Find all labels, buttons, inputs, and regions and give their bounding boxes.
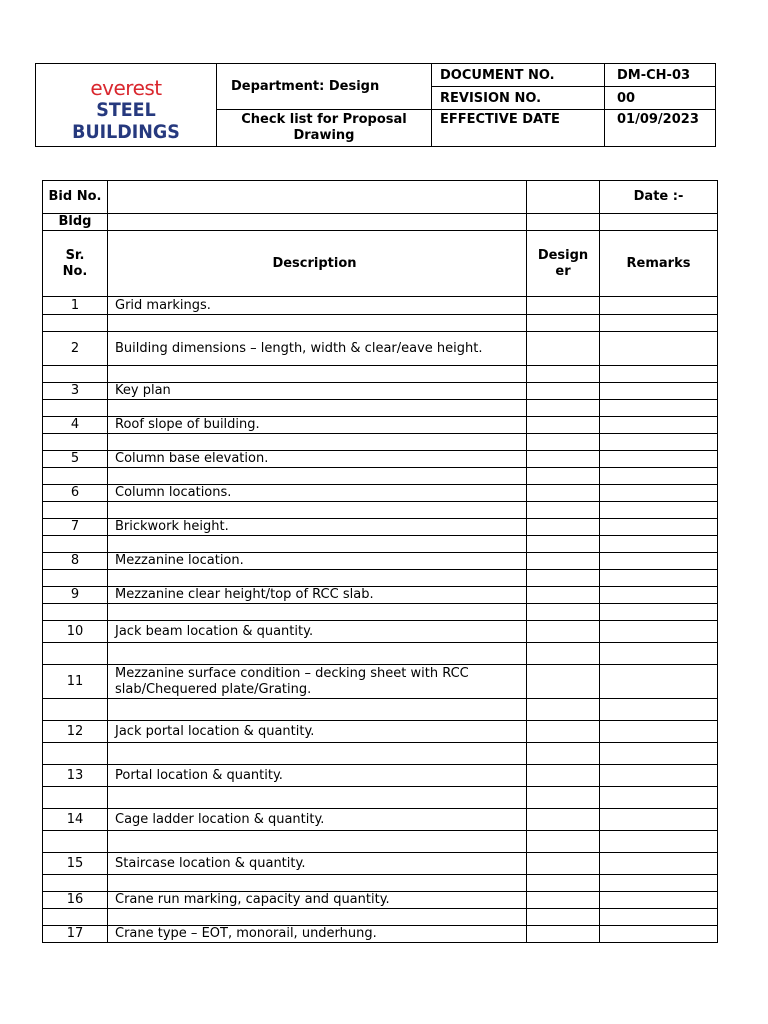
item-description: Portal location & quantity. <box>108 765 527 787</box>
remarks-cell[interactable] <box>600 853 718 875</box>
effective-date-label: EFFECTIVE DATE <box>432 110 605 147</box>
bid-no-value[interactable] <box>108 181 527 214</box>
spacer-row <box>43 468 718 485</box>
remarks-cell[interactable] <box>600 417 718 434</box>
document-no-value: DM-CH-03 <box>605 64 716 87</box>
company-logo <box>36 64 217 147</box>
spacer-row <box>43 366 718 383</box>
item-description: Crane type – EOT, monorail, underhung. <box>108 926 527 943</box>
item-description: Mezzanine surface condition – decking sheet with RCC slab/Chequered plate/Grating. <box>108 665 527 699</box>
item-number: 4 <box>43 417 108 434</box>
item-number: 3 <box>43 383 108 400</box>
department: Department: Design <box>217 64 432 110</box>
logo-name: STEEL BUILDINGS <box>72 99 180 143</box>
designer-check-cell[interactable] <box>527 417 600 434</box>
checklist-row <box>43 451 718 468</box>
designer-check-cell[interactable] <box>527 519 600 536</box>
col-header-sr: Sr. No. <box>43 231 108 297</box>
checklist-row <box>43 332 718 366</box>
designer-check-cell[interactable] <box>527 621 600 643</box>
item-number: 7 <box>43 519 108 536</box>
designer-check-cell[interactable] <box>527 853 600 875</box>
designer-check-cell[interactable] <box>527 587 600 604</box>
document-title: Check list for Proposal Drawing <box>217 110 432 147</box>
col-header-designer: Design er <box>527 231 600 297</box>
item-description: Cage ladder location & quantity. <box>108 809 527 831</box>
spacer-row <box>43 831 718 853</box>
effective-date-value: 01/09/2023 <box>605 110 716 147</box>
item-description: Building dimensions – length, width & clear/eave height. <box>108 332 527 366</box>
item-number: 17 <box>43 926 108 943</box>
checklist-row <box>43 926 718 943</box>
item-number: 10 <box>43 621 108 643</box>
item-number: 2 <box>43 332 108 366</box>
spacer-row <box>43 502 718 519</box>
checklist-row <box>43 587 718 604</box>
item-number: 16 <box>43 892 108 909</box>
designer-check-cell[interactable] <box>527 297 600 315</box>
remarks-cell[interactable] <box>600 297 718 315</box>
spacer-row <box>43 400 718 417</box>
item-description: Staircase location & quantity. <box>108 853 527 875</box>
item-description: Brickwork height. <box>108 519 527 536</box>
remarks-cell[interactable] <box>600 383 718 400</box>
designer-check-cell[interactable] <box>527 485 600 502</box>
col-header-description: Description <box>108 231 527 297</box>
item-number: 5 <box>43 451 108 468</box>
item-description: Jack beam location & quantity. <box>108 621 527 643</box>
col-header-remarks: Remarks <box>600 231 718 297</box>
logo-brand: everest <box>90 76 162 100</box>
item-number: 13 <box>43 765 108 787</box>
checklist-row <box>43 297 718 315</box>
item-number: 14 <box>43 809 108 831</box>
spacer-row <box>43 743 718 765</box>
item-number: 11 <box>43 665 108 699</box>
item-description: Grid markings. <box>108 297 527 315</box>
remarks-cell[interactable] <box>600 809 718 831</box>
bldg-value[interactable] <box>108 214 527 231</box>
item-description: Column base elevation. <box>108 451 527 468</box>
checklist-row <box>43 665 718 699</box>
item-description: Mezzanine location. <box>108 553 527 570</box>
item-description: Mezzanine clear height/top of RCC slab. <box>108 587 527 604</box>
remarks-cell[interactable] <box>600 451 718 468</box>
designer-check-cell[interactable] <box>527 721 600 743</box>
remarks-cell[interactable] <box>600 519 718 536</box>
checklist-table <box>42 180 718 943</box>
remarks-cell[interactable] <box>600 926 718 943</box>
item-number: 8 <box>43 553 108 570</box>
checklist-row <box>43 765 718 787</box>
remarks-cell[interactable] <box>600 332 718 366</box>
checklist-row <box>43 485 718 502</box>
date-label: Date :- <box>600 181 718 214</box>
spacer-row <box>43 875 718 892</box>
remarks-cell[interactable] <box>600 665 718 699</box>
spacer-row <box>43 315 718 332</box>
checklist-row <box>43 809 718 831</box>
item-number: 9 <box>43 587 108 604</box>
revision-no-label: REVISION NO. <box>432 87 605 110</box>
spacer-row <box>43 643 718 665</box>
checklist-row <box>43 853 718 875</box>
spacer-row <box>43 787 718 809</box>
spacer-row <box>43 536 718 553</box>
item-description: Jack portal location & quantity. <box>108 721 527 743</box>
item-description: Roof slope of building. <box>108 417 527 434</box>
designer-check-cell[interactable] <box>527 383 600 400</box>
designer-check-cell[interactable] <box>527 332 600 366</box>
checklist-row <box>43 383 718 400</box>
remarks-cell[interactable] <box>600 587 718 604</box>
designer-check-cell[interactable] <box>527 451 600 468</box>
spacer-row <box>43 570 718 587</box>
item-number: 15 <box>43 853 108 875</box>
item-number: 6 <box>43 485 108 502</box>
checklist-row <box>43 519 718 536</box>
bldg-label: Bldg <box>43 214 108 231</box>
item-description: Key plan <box>108 383 527 400</box>
checklist-row <box>43 721 718 743</box>
designer-check-cell[interactable] <box>527 553 600 570</box>
checklist-row <box>43 417 718 434</box>
checklist-row <box>43 553 718 570</box>
designer-check-cell[interactable] <box>527 892 600 909</box>
spacer-row <box>43 699 718 721</box>
item-description: Column locations. <box>108 485 527 502</box>
item-number: 12 <box>43 721 108 743</box>
remarks-cell[interactable] <box>600 553 718 570</box>
spacer-row <box>43 604 718 621</box>
remarks-cell[interactable] <box>600 892 718 909</box>
remarks-cell[interactable] <box>600 485 718 502</box>
designer-check-cell[interactable] <box>527 765 600 787</box>
designer-check-cell[interactable] <box>527 926 600 943</box>
checklist-row <box>43 892 718 909</box>
item-number: 1 <box>43 297 108 315</box>
remarks-cell[interactable] <box>600 621 718 643</box>
checklist-row <box>43 621 718 643</box>
document-no-label: DOCUMENT NO. <box>432 64 605 87</box>
remarks-cell[interactable] <box>600 765 718 787</box>
document-header <box>35 63 716 147</box>
item-description: Crane run marking, capacity and quantity. <box>108 892 527 909</box>
designer-check-cell[interactable] <box>527 665 600 699</box>
spacer-row <box>43 434 718 451</box>
remarks-cell[interactable] <box>600 721 718 743</box>
spacer-row <box>43 909 718 926</box>
revision-no-value: 00 <box>605 87 716 110</box>
designer-check-cell[interactable] <box>527 809 600 831</box>
bid-no-label: Bid No. <box>43 181 108 214</box>
